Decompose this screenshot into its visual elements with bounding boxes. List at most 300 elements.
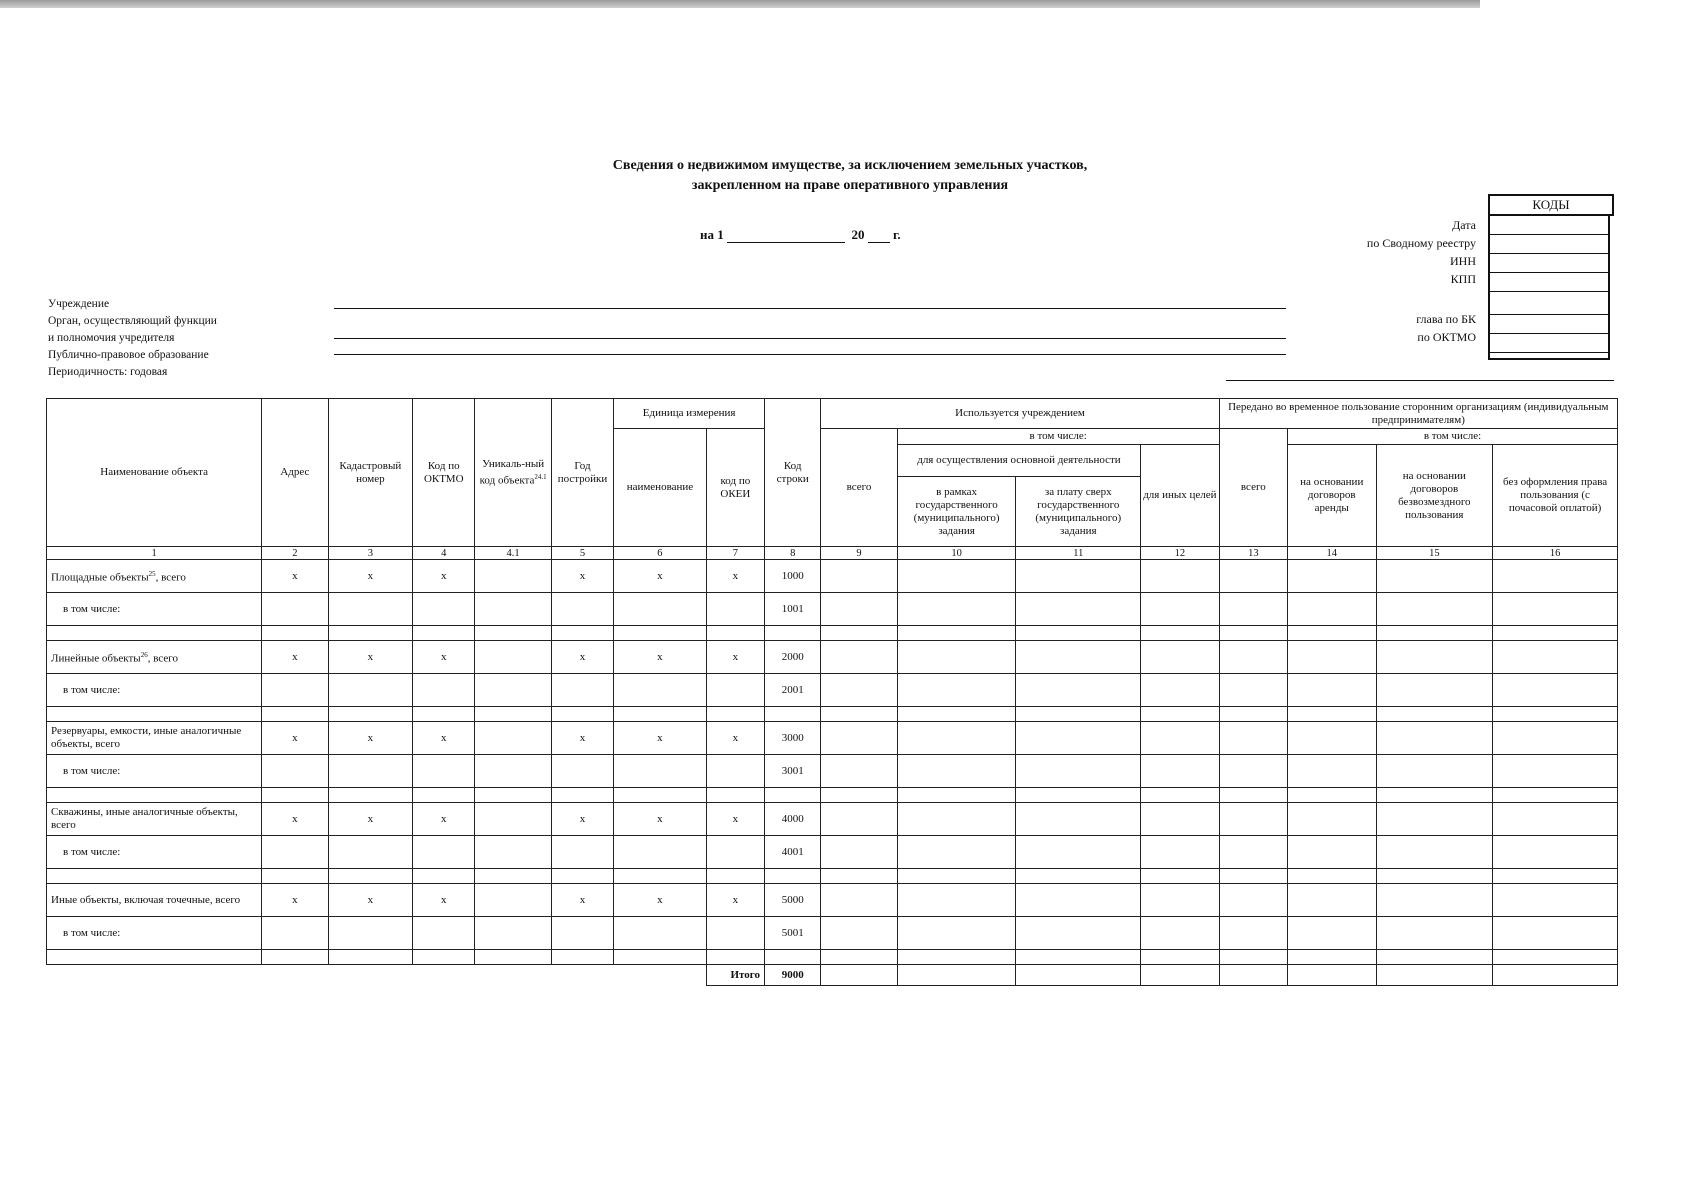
value-cell[interactable] xyxy=(897,593,1016,626)
value-cell[interactable] xyxy=(1016,755,1141,788)
value-cell[interactable] xyxy=(1376,755,1493,788)
value-cell[interactable] xyxy=(1016,674,1141,707)
column-number: 13 xyxy=(1219,547,1287,560)
value-cell[interactable] xyxy=(1493,707,1618,722)
value-cell[interactable] xyxy=(475,836,551,869)
object-name xyxy=(47,641,262,674)
value-cell[interactable] xyxy=(897,836,1016,869)
value-cell[interactable] xyxy=(1493,869,1618,884)
value-cell[interactable] xyxy=(897,560,1016,593)
value-cell[interactable] xyxy=(1016,626,1141,641)
value-cell[interactable] xyxy=(897,674,1016,707)
col-header-unit: Единица измерения xyxy=(614,399,765,429)
value-cell[interactable] xyxy=(1288,674,1377,707)
value-cell[interactable] xyxy=(551,593,613,626)
value-cell[interactable] xyxy=(1493,641,1618,674)
value-cell[interactable] xyxy=(1493,788,1618,803)
x-mark: x xyxy=(328,884,412,917)
title-line-2: закрепленном на праве оперативного управления xyxy=(691,178,1009,193)
value-cell[interactable] xyxy=(328,707,412,722)
value-cell[interactable] xyxy=(706,869,764,884)
x-mark: x xyxy=(328,560,412,593)
x-mark: x xyxy=(413,803,475,836)
value-cell[interactable] xyxy=(1016,641,1141,674)
value-cell[interactable] xyxy=(1493,755,1618,788)
value-cell[interactable] xyxy=(897,869,1016,884)
value-cell[interactable] xyxy=(1493,836,1618,869)
institution-field[interactable] xyxy=(334,308,1286,309)
value-cell[interactable] xyxy=(614,869,707,884)
value-cell[interactable] xyxy=(475,641,551,674)
value-cell[interactable] xyxy=(1219,788,1287,803)
value-cell[interactable] xyxy=(328,950,412,965)
value-cell[interactable] xyxy=(614,674,707,707)
value-cell[interactable] xyxy=(328,674,412,707)
value-cell[interactable] xyxy=(1016,836,1141,869)
property-table xyxy=(46,398,1618,986)
value-cell[interactable] xyxy=(475,722,551,755)
report-date xyxy=(700,227,1020,243)
table-row xyxy=(47,722,1618,755)
value-cell[interactable] xyxy=(821,560,897,593)
value-cell[interactable] xyxy=(897,788,1016,803)
value-cell[interactable] xyxy=(475,803,551,836)
value-cell[interactable] xyxy=(1141,755,1219,788)
value-cell[interactable] xyxy=(897,707,1016,722)
value-cell[interactable] xyxy=(706,788,764,803)
value-cell[interactable] xyxy=(821,707,897,722)
value-cell[interactable] xyxy=(1016,707,1141,722)
value-cell[interactable] xyxy=(897,626,1016,641)
value-cell[interactable] xyxy=(262,626,328,641)
total-code: 9000 xyxy=(765,965,821,986)
value-cell[interactable] xyxy=(413,836,475,869)
value-cell[interactable] xyxy=(1376,884,1493,917)
value-cell[interactable] xyxy=(262,707,328,722)
value-cell[interactable] xyxy=(614,593,707,626)
value-cell[interactable] xyxy=(1376,626,1493,641)
codes-label: Дата xyxy=(1452,218,1476,232)
value-cell[interactable] xyxy=(1493,803,1618,836)
institution-label: Учреждение xyxy=(48,298,110,310)
value-cell[interactable] xyxy=(821,869,897,884)
value-cell[interactable] xyxy=(897,803,1016,836)
value-cell[interactable] xyxy=(328,593,412,626)
value-cell[interactable] xyxy=(413,626,475,641)
value-cell[interactable] xyxy=(1288,560,1377,593)
public-entity-field[interactable] xyxy=(334,354,1286,355)
value-cell[interactable] xyxy=(1016,965,1141,986)
date-year-prefix: 20 xyxy=(851,227,865,242)
line-code: 3000 xyxy=(765,722,821,755)
value-cell[interactable] xyxy=(1016,788,1141,803)
col-header-line-code: Код строки xyxy=(765,399,821,547)
line-code: 5001 xyxy=(765,917,821,950)
value-cell[interactable] xyxy=(1141,950,1219,965)
value-cell[interactable] xyxy=(413,950,475,965)
col-header-unit-name: наименование xyxy=(614,429,707,547)
value-cell[interactable] xyxy=(1219,965,1287,986)
value-cell[interactable] xyxy=(897,884,1016,917)
value-cell[interactable] xyxy=(821,788,897,803)
codes-label: ИНН xyxy=(1450,254,1476,268)
value-cell[interactable] xyxy=(1288,626,1377,641)
object-name-text: Скважины, иные аналогичные объекты, всего xyxy=(51,806,238,831)
value-cell[interactable] xyxy=(262,593,328,626)
codes-label xyxy=(1280,288,1476,310)
value-cell[interactable] xyxy=(475,674,551,707)
table-row xyxy=(47,836,1618,869)
value-cell[interactable] xyxy=(897,641,1016,674)
value-cell[interactable] xyxy=(551,674,613,707)
value-cell[interactable] xyxy=(614,626,707,641)
x-mark: x xyxy=(614,641,707,674)
authority-label-2: и полномочия учредителя xyxy=(48,332,175,344)
value-cell[interactable] xyxy=(1141,722,1219,755)
value-cell[interactable] xyxy=(1493,917,1618,950)
x-mark: x xyxy=(551,884,613,917)
value-cell[interactable] xyxy=(1288,788,1377,803)
value-cell[interactable] xyxy=(1219,641,1287,674)
value-cell[interactable] xyxy=(475,884,551,917)
value-cell[interactable] xyxy=(1493,965,1618,986)
value-cell[interactable] xyxy=(1219,560,1287,593)
value-cell[interactable] xyxy=(1219,674,1287,707)
col-header-no-doc: без оформления права пользования (с почасовой оплатой) xyxy=(1493,445,1618,547)
col-header-used-total: всего xyxy=(821,429,897,547)
table-body xyxy=(47,560,1618,986)
value-cell[interactable] xyxy=(1288,722,1377,755)
value-cell[interactable] xyxy=(1141,593,1219,626)
col-header-used-incl: в том числе: xyxy=(897,429,1219,445)
scan-edge xyxy=(0,0,1480,8)
value-cell[interactable] xyxy=(1141,917,1219,950)
value-cell[interactable] xyxy=(821,755,897,788)
value-cell[interactable] xyxy=(1141,641,1219,674)
value-cell[interactable] xyxy=(1493,674,1618,707)
document-title xyxy=(400,156,1300,196)
value-cell[interactable] xyxy=(1219,884,1287,917)
value-cell[interactable] xyxy=(1219,722,1287,755)
object-name-suffix: , всего xyxy=(155,571,186,584)
value-cell[interactable] xyxy=(614,917,707,950)
value-cell[interactable] xyxy=(706,626,764,641)
value-cell[interactable] xyxy=(551,707,613,722)
line-code: 4001 xyxy=(765,836,821,869)
line-code-empty xyxy=(765,950,821,965)
value-cell[interactable] xyxy=(328,755,412,788)
value-cell[interactable] xyxy=(1288,869,1377,884)
x-mark: x xyxy=(614,884,707,917)
column-number: 8 xyxy=(765,547,821,560)
value-cell[interactable] xyxy=(47,950,262,965)
value-cell[interactable] xyxy=(1288,707,1377,722)
value-cell[interactable] xyxy=(897,755,1016,788)
x-mark: x xyxy=(614,560,707,593)
table-row xyxy=(47,560,1618,593)
value-cell[interactable] xyxy=(1493,950,1618,965)
value-cell[interactable] xyxy=(262,836,328,869)
value-cell[interactable] xyxy=(614,788,707,803)
value-cell[interactable] xyxy=(1288,593,1377,626)
object-name-text: Линейные объекты xyxy=(51,652,141,665)
column-number: 14 xyxy=(1288,547,1377,560)
value-cell[interactable] xyxy=(262,788,328,803)
table-row xyxy=(47,884,1618,917)
value-cell[interactable] xyxy=(413,755,475,788)
value-cell[interactable] xyxy=(413,593,475,626)
periodicity-label: Периодичность: годовая xyxy=(48,366,168,378)
value-cell[interactable] xyxy=(551,869,613,884)
value-cell[interactable] xyxy=(413,869,475,884)
value-cell[interactable] xyxy=(1288,803,1377,836)
value-cell[interactable] xyxy=(1376,917,1493,950)
value-cell[interactable] xyxy=(706,755,764,788)
value-cell[interactable] xyxy=(1141,836,1219,869)
value-cell[interactable] xyxy=(475,869,551,884)
code-registry-field[interactable] xyxy=(1490,235,1608,254)
value-cell[interactable] xyxy=(47,869,262,884)
value-cell[interactable] xyxy=(1016,917,1141,950)
value-cell[interactable] xyxy=(328,626,412,641)
value-cell[interactable] xyxy=(551,626,613,641)
incl-label: в том числе: xyxy=(47,674,262,707)
col-header-address: Адрес xyxy=(262,399,328,547)
total-row xyxy=(47,965,1618,986)
value-cell[interactable] xyxy=(1219,917,1287,950)
value-cell[interactable] xyxy=(1376,674,1493,707)
value-cell[interactable] xyxy=(706,707,764,722)
x-mark: x xyxy=(706,803,764,836)
codes-label: по Сводному реестру xyxy=(1366,236,1476,250)
value-cell[interactable] xyxy=(821,722,897,755)
codes-labels xyxy=(1280,216,1476,346)
value-cell[interactable] xyxy=(1141,788,1219,803)
code-inn-field[interactable] xyxy=(1490,254,1608,273)
value-cell[interactable] xyxy=(897,917,1016,950)
col-header-transferred: Передано во временное пользование сторонним организациям (индивидуальным предпринимателям) xyxy=(1219,399,1617,429)
unique-code-label: Уникаль-ный код объекта xyxy=(479,457,545,487)
value-cell[interactable] xyxy=(475,593,551,626)
value-cell[interactable] xyxy=(1288,836,1377,869)
value-cell[interactable] xyxy=(1288,917,1377,950)
footnote-ref: 25 xyxy=(148,569,156,578)
value-cell[interactable] xyxy=(262,674,328,707)
col-header-free-use: на основании договоров безвозмездного пользования xyxy=(1376,445,1493,547)
value-cell[interactable] xyxy=(1376,803,1493,836)
value-cell[interactable] xyxy=(1219,593,1287,626)
column-number: 1 xyxy=(47,547,262,560)
value-cell[interactable] xyxy=(706,674,764,707)
value-cell[interactable] xyxy=(1376,641,1493,674)
value-cell[interactable] xyxy=(551,836,613,869)
value-cell[interactable] xyxy=(413,788,475,803)
value-cell[interactable] xyxy=(551,755,613,788)
value-cell[interactable] xyxy=(47,626,262,641)
value-cell[interactable] xyxy=(821,674,897,707)
value-cell[interactable] xyxy=(821,803,897,836)
value-cell[interactable] xyxy=(1219,836,1287,869)
value-cell[interactable] xyxy=(1219,755,1287,788)
col-header-transferred-incl: в том числе: xyxy=(1288,429,1618,445)
incl-label: в том числе: xyxy=(47,593,262,626)
column-number: 7 xyxy=(706,547,764,560)
value-cell[interactable] xyxy=(1288,950,1377,965)
value-cell[interactable] xyxy=(262,869,328,884)
value-cell[interactable] xyxy=(413,674,475,707)
value-cell[interactable] xyxy=(1493,626,1618,641)
value-cell[interactable] xyxy=(821,641,897,674)
value-cell[interactable] xyxy=(821,626,897,641)
value-cell[interactable] xyxy=(1376,965,1493,986)
table-row xyxy=(47,869,1618,884)
value-cell[interactable] xyxy=(1288,965,1377,986)
value-cell[interactable] xyxy=(706,950,764,965)
value-cell[interactable] xyxy=(1141,707,1219,722)
column-number: 15 xyxy=(1376,547,1493,560)
value-cell[interactable] xyxy=(262,755,328,788)
value-cell[interactable] xyxy=(1219,950,1287,965)
value-cell[interactable] xyxy=(551,788,613,803)
object-name xyxy=(47,722,262,755)
value-cell[interactable] xyxy=(1376,560,1493,593)
value-cell[interactable] xyxy=(47,707,262,722)
date-year-field[interactable] xyxy=(868,228,890,243)
value-cell[interactable] xyxy=(1376,722,1493,755)
value-cell[interactable] xyxy=(328,869,412,884)
value-cell[interactable] xyxy=(551,917,613,950)
value-cell[interactable] xyxy=(614,755,707,788)
value-cell[interactable] xyxy=(413,917,475,950)
object-name-text: Иные объекты, включая точечные, всего xyxy=(51,893,241,906)
incl-label: в том числе: xyxy=(47,755,262,788)
value-cell[interactable] xyxy=(1219,707,1287,722)
value-cell[interactable] xyxy=(1376,950,1493,965)
value-cell[interactable] xyxy=(1376,836,1493,869)
value-cell[interactable] xyxy=(1141,626,1219,641)
value-cell[interactable] xyxy=(1376,869,1493,884)
value-cell[interactable] xyxy=(821,593,897,626)
value-cell[interactable] xyxy=(1141,560,1219,593)
column-number: 16 xyxy=(1493,547,1618,560)
value-cell[interactable] xyxy=(1141,869,1219,884)
x-mark: x xyxy=(328,641,412,674)
x-mark: x xyxy=(262,560,328,593)
value-cell[interactable] xyxy=(475,788,551,803)
x-mark: x xyxy=(706,884,764,917)
org-labels xyxy=(48,296,348,381)
value-cell[interactable] xyxy=(1376,593,1493,626)
value-cell[interactable] xyxy=(475,917,551,950)
value-cell[interactable] xyxy=(614,707,707,722)
value-cell[interactable] xyxy=(1493,722,1618,755)
code-date-field[interactable] xyxy=(1490,216,1608,235)
value-cell[interactable] xyxy=(1219,626,1287,641)
col-header-main-activity: для осуществления основной деятельности xyxy=(897,445,1140,477)
value-cell[interactable] xyxy=(1493,884,1618,917)
value-cell[interactable] xyxy=(1016,803,1141,836)
value-cell[interactable] xyxy=(1016,722,1141,755)
value-cell[interactable] xyxy=(1141,884,1219,917)
value-cell[interactable] xyxy=(475,755,551,788)
value-cell[interactable] xyxy=(413,707,475,722)
value-cell[interactable] xyxy=(1016,950,1141,965)
x-mark: x xyxy=(706,641,764,674)
date-day-month-field[interactable] xyxy=(727,228,845,243)
value-cell[interactable] xyxy=(1288,755,1377,788)
x-mark: x xyxy=(328,803,412,836)
value-cell[interactable] xyxy=(821,965,897,986)
value-cell[interactable] xyxy=(614,950,707,965)
value-cell[interactable] xyxy=(328,917,412,950)
value-cell[interactable] xyxy=(1288,884,1377,917)
value-cell[interactable] xyxy=(1141,674,1219,707)
value-cell[interactable] xyxy=(1219,869,1287,884)
value-cell[interactable] xyxy=(262,917,328,950)
value-cell[interactable] xyxy=(821,836,897,869)
value-cell[interactable] xyxy=(821,917,897,950)
code-blank-field[interactable] xyxy=(1490,292,1608,315)
value-cell[interactable] xyxy=(475,707,551,722)
value-cell[interactable] xyxy=(821,950,897,965)
column-number: 9 xyxy=(821,547,897,560)
value-cell[interactable] xyxy=(897,950,1016,965)
value-cell[interactable] xyxy=(1016,869,1141,884)
total-label: Итого xyxy=(706,965,764,986)
value-cell[interactable] xyxy=(897,965,1016,986)
value-cell[interactable] xyxy=(706,917,764,950)
value-cell[interactable] xyxy=(475,950,551,965)
object-name xyxy=(47,884,262,917)
value-cell[interactable] xyxy=(1493,593,1618,626)
table-row xyxy=(47,788,1618,803)
value-cell[interactable] xyxy=(821,884,897,917)
date-suffix: г. xyxy=(893,227,901,242)
value-cell[interactable] xyxy=(706,593,764,626)
value-cell[interactable] xyxy=(328,788,412,803)
value-cell[interactable] xyxy=(1376,788,1493,803)
code-bk-field[interactable] xyxy=(1490,315,1608,334)
value-cell[interactable] xyxy=(262,950,328,965)
value-cell[interactable] xyxy=(1219,803,1287,836)
value-cell[interactable] xyxy=(614,836,707,869)
x-mark: x xyxy=(413,560,475,593)
codes-box xyxy=(1488,214,1610,360)
header-top-rule xyxy=(1226,380,1614,381)
code-kpp-field[interactable] xyxy=(1490,273,1608,292)
value-cell[interactable] xyxy=(475,560,551,593)
value-cell[interactable] xyxy=(1376,707,1493,722)
value-cell[interactable] xyxy=(551,950,613,965)
value-cell[interactable] xyxy=(706,836,764,869)
value-cell[interactable] xyxy=(1288,641,1377,674)
value-cell[interactable] xyxy=(475,626,551,641)
line-code-empty xyxy=(765,869,821,884)
value-cell[interactable] xyxy=(1141,965,1219,986)
code-oktmo-field[interactable] xyxy=(1490,334,1608,353)
value-cell[interactable] xyxy=(1016,560,1141,593)
authority-field[interactable] xyxy=(334,338,1286,339)
value-cell[interactable] xyxy=(897,722,1016,755)
value-cell[interactable] xyxy=(47,788,262,803)
unique-code-note: 24.1 xyxy=(534,472,547,481)
value-cell[interactable] xyxy=(1493,560,1618,593)
value-cell[interactable] xyxy=(1016,884,1141,917)
value-cell[interactable] xyxy=(1141,803,1219,836)
value-cell[interactable] xyxy=(328,836,412,869)
object-name-text: Резервуары, емкости, иные аналогичные объекты, всего xyxy=(51,725,242,750)
value-cell[interactable] xyxy=(1016,593,1141,626)
